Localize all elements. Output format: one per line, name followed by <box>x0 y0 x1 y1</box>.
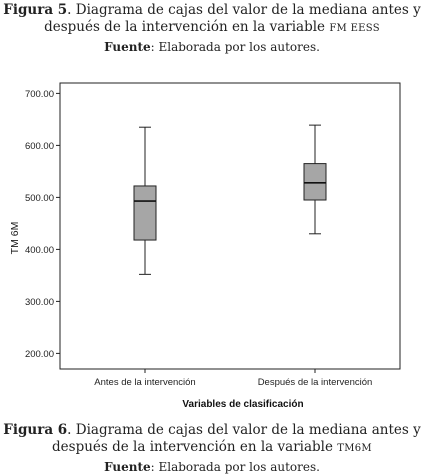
figure-6-source-label: Fuente <box>104 460 151 474</box>
figure-5-text-line2: después de la intervención en la variable <box>44 18 330 35</box>
figure-6-text: . Diagrama de cajas del valor de la mediana antes y <box>67 422 421 438</box>
x-tick-label: Después de la intervención <box>257 377 373 388</box>
figure-5-variable: FM EESS <box>329 22 380 34</box>
y-tick-label: 400.00 <box>24 244 54 256</box>
y-tick-label: 200.00 <box>24 348 54 360</box>
figure-6-title-line2 <box>0 439 424 458</box>
y-axis <box>25 89 60 360</box>
box <box>134 186 156 240</box>
figure-5-source-text: : Elaborada por los autores. <box>150 40 320 54</box>
x-axis <box>94 369 372 388</box>
y-tick-label: 500.00 <box>24 192 54 204</box>
y-tick-label: 300.00 <box>24 296 54 308</box>
x-tick-label: Antes de la intervención <box>94 377 196 388</box>
figure-6-text-line2: después de la intervención en la variable <box>52 438 338 455</box>
y-tick-label: 600.00 <box>24 140 54 152</box>
figure-5-text: . Diagrama de cajas del valor de la mediana antes y <box>67 2 421 18</box>
x-axis-title: Variables de clasificación <box>182 399 304 410</box>
plot-frame <box>60 83 400 369</box>
figure-6-source-text: : Elaborada por los autores. <box>150 460 320 474</box>
figure-6-caption <box>0 422 424 476</box>
box <box>304 164 326 200</box>
figure-5-label: Figura 5 <box>3 2 68 18</box>
y-tick-label: 700.00 <box>24 88 54 100</box>
figure-6-label: Figura 6 <box>3 422 68 438</box>
figure-6-title <box>0 422 424 439</box>
figure-6-source <box>0 459 424 476</box>
figure-5-source-label: Fuente <box>104 40 151 54</box>
y-axis-title: TM 6M <box>9 221 21 255</box>
figure-6-variable: TM6M <box>337 442 372 454</box>
